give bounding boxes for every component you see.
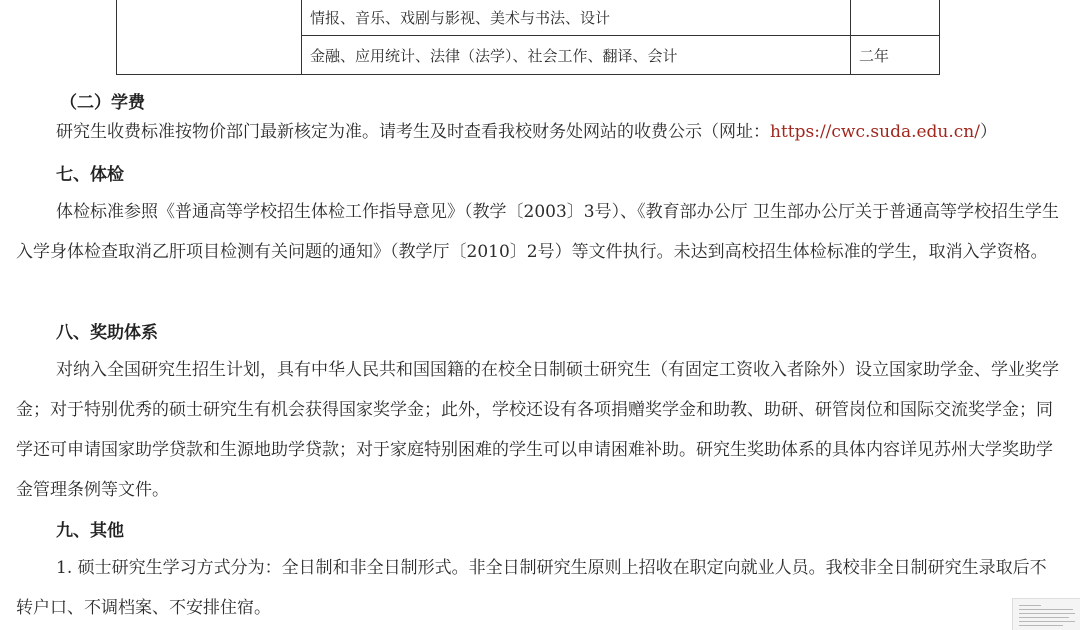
other-heading: 九、其他 bbox=[56, 521, 124, 541]
table-cell-category bbox=[117, 0, 302, 75]
table-cell-duration: 二年 bbox=[851, 36, 940, 75]
fees-paragraph bbox=[56, 112, 1066, 152]
page-thumbnail[interactable] bbox=[1012, 598, 1080, 630]
majors-table bbox=[116, 0, 940, 75]
finance-website-link[interactable]: https://cwc.suda.edu.cn/ bbox=[770, 122, 980, 142]
table-row bbox=[117, 0, 940, 36]
fees-text-end: ） bbox=[980, 122, 997, 142]
physical-exam-heading: 七、体检 bbox=[56, 165, 124, 185]
scholarship-paragraph: 对纳入全国研究生招生计划，具有中华人民共和国国籍的在校全日制硕士研究生（有固定工资收入者除外）设立国家助学金、学业奖学金；对于特别优秀的硕士研究生有机会获得国家奖学金；此外，学校还设有各项捐赠奖学金和助教、助研、研管岗位和国际交流奖学金；同学还可申请国家助学贷款和生源地助学贷款；对于家庭特别困难的学生可以申请困难补助。研究生奖助体系的具体内容详见苏州大学奖助学金管理条例等文件。 bbox=[16, 360, 1059, 500]
scholarship-heading: 八、奖助体系 bbox=[56, 323, 158, 343]
table-cell-duration bbox=[851, 0, 940, 36]
fees-heading: （二）学费 bbox=[60, 93, 145, 113]
table-cell-majors: 情报、音乐、戏剧与影视、美术与书法、设计 bbox=[302, 0, 851, 36]
table-cell-majors: 金融、应用统计、法律（法学）、社会工作、翻译、会计 bbox=[302, 36, 851, 75]
fees-text: 研究生收费标准按物价部门最新核定为准。请考生及时查看我校财务处网站的收费公示（网址： bbox=[56, 122, 770, 142]
other-item-1: 1. 硕士研究生学习方式分为：全日制和非全日制形式。非全日制研究生原则上招收在职定向就业人员。我校非全日制研究生录取后不转户口、不调档案、不安排住宿。 bbox=[16, 558, 1047, 618]
physical-exam-paragraph: 体检标准参照《普通高等学校招生体检工作指导意见》（教学〔2003〕3号）、《教育部办公厅 卫生部办公厅关于普通高等学校招生学生入学身体检查取消乙肝项目检测有关问题的通知》（教学厅〔2010〕2号）等文件执行。未达到高校招生体检标准的学生，取消入学资格。 bbox=[16, 202, 1059, 262]
